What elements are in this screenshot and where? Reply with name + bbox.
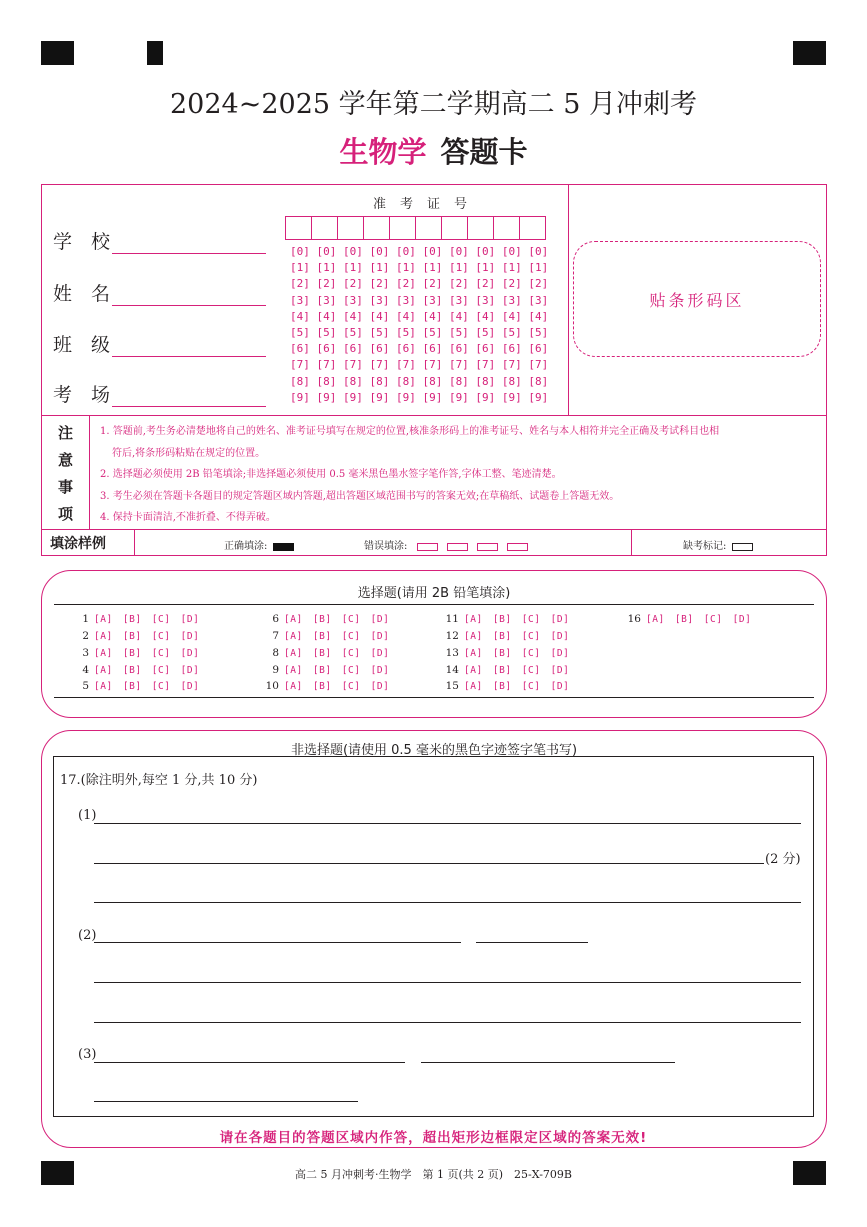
answer-line[interactable] [94, 1101, 358, 1102]
room-field[interactable] [53, 380, 266, 407]
registration-mark [793, 41, 826, 65]
filled-mark [273, 543, 294, 551]
question-17-header: 17.(除注明外,每空 1 分,共 10 分) [60, 773, 258, 788]
nonchoice-title: 非选择题(请使用 0.5 毫米的黑色字迹签字笔书写) [290, 743, 578, 758]
notice-item: 1. 答题前,考生务必清楚地将自己的姓名、准考证号填写在规定的位置,核准条形码上的准考证号、姓名与本人相符并完全正确及考试科目也相 [100, 426, 720, 437]
absent-sample[interactable]: 缺考标记: [683, 537, 753, 552]
question-15[interactable]: 15 [A] [B] [C] [D] [445, 680, 570, 692]
digit-row[interactable]: [9] [9] [9] [9] [9] [9] [9] [9] [9] [9] [290, 390, 549, 404]
correct-sample: 正确填涂: [224, 537, 294, 552]
digit-row[interactable]: [3] [3] [3] [3] [3] [3] [3] [3] [3] [3] [290, 293, 549, 307]
answer-line[interactable] [476, 942, 588, 943]
question-3[interactable]: 3 [A] [B] [C] [D] [82, 647, 200, 659]
digit-row[interactable]: [0] [0] [0] [0] [0] [0] [0] [0] [0] [0] [290, 245, 549, 258]
answer-line[interactable] [94, 863, 764, 864]
question-16[interactable]: 16 [A] [B] [C] [D] [627, 613, 752, 625]
question-4[interactable]: 4 [A] [B] [C] [D] [82, 664, 200, 676]
wrong-mark-check-icon [417, 543, 438, 551]
digit-row[interactable]: [5] [5] [5] [5] [5] [5] [5] [5] [5] [5] [290, 325, 549, 339]
question-10[interactable]: 10 [A] [B] [C] [D] [265, 680, 390, 692]
name-label: 姓 名 [53, 283, 111, 305]
choice-section [41, 570, 827, 718]
class-label: 班 级 [53, 334, 111, 356]
notice-item: 4. 保持卡面清洁,不准折叠、不得弄破。 [100, 512, 276, 523]
sample-heading: 填涂样例 [50, 536, 106, 552]
notice-item: 2. 选择题必须使用 2B 铅笔填涂;非选择题必须使用 0.5 毫米黑色墨水签字笔作答,字体工整、笔迹清楚。 [100, 469, 562, 480]
subject-label: 生物学 [339, 135, 427, 169]
choice-title: 选择题(请用 2B 铅笔填涂) [357, 586, 511, 601]
wrong-sample: 错误填涂: [364, 537, 528, 552]
answer-line[interactable] [94, 1062, 405, 1063]
answer-line[interactable] [94, 823, 801, 824]
answer-area-warning: 请在各题目的答题区域内作答，超出矩形边框限定区域的答案无效! [219, 1130, 648, 1146]
part-1-label: (1) [78, 808, 97, 823]
question-6[interactable]: 6 [A] [B] [C] [D] [272, 613, 390, 625]
answer-area[interactable] [53, 756, 814, 1117]
notice-heading: 注 意 事 项 [57, 424, 73, 523]
question-11[interactable]: 11 [A] [B] [C] [D] [445, 613, 570, 625]
info-box [41, 184, 827, 556]
part-3-label: (3) [78, 1047, 97, 1062]
digit-row[interactable]: [1] [1] [1] [1] [1] [1] [1] [1] [1] [1] [290, 261, 549, 275]
digit-row[interactable]: [6] [6] [6] [6] [6] [6] [6] [6] [6] [6] [290, 342, 549, 356]
wrong-mark-line-icon [507, 543, 528, 551]
question-1[interactable]: 1 [A] [B] [C] [D] [82, 613, 200, 625]
class-field[interactable] [53, 330, 266, 357]
question-9[interactable]: 9 [A] [B] [C] [D] [272, 664, 390, 676]
question-7[interactable]: 7 [A] [B] [C] [D] [272, 630, 390, 642]
digit-row[interactable]: [2] [2] [2] [2] [2] [2] [2] [2] [2] [2] [290, 277, 549, 291]
digit-row[interactable]: [8] [8] [8] [8] [8] [8] [8] [8] [8] [8] [290, 374, 549, 388]
digit-row[interactable]: [4] [4] [4] [4] [4] [4] [4] [4] [4] [4] [290, 309, 549, 323]
name-field[interactable] [53, 279, 266, 306]
answer-line[interactable] [94, 902, 801, 903]
wrong-mark-cross-icon [447, 543, 468, 551]
question-2[interactable]: 2 [A] [B] [C] [D] [82, 630, 200, 642]
exam-id-bubbles[interactable] [290, 245, 548, 407]
part-1-score: (2 分) [765, 852, 801, 867]
exam-id-boxes[interactable] [285, 216, 545, 240]
barcode-area: 贴条形码区 [573, 241, 821, 357]
notice-list [100, 421, 820, 529]
registration-mark [147, 41, 163, 65]
notice-item: 符后,将条形码粘贴在规定的位置。 [112, 447, 266, 459]
answer-line[interactable] [94, 982, 801, 983]
page-footer: 高二 5 月冲刺考·生物学 第 1 页(共 2 页) 25-X-709B [294, 1168, 572, 1181]
answer-line[interactable] [94, 1022, 801, 1023]
question-12[interactable]: 12 [A] [B] [C] [D] [445, 630, 570, 642]
absent-mark[interactable] [732, 543, 753, 551]
wrong-mark-circle-icon [477, 543, 498, 551]
card-label: 答题卡 [440, 135, 528, 169]
exam-id-title: 准考证号 [372, 197, 481, 212]
answer-line[interactable] [421, 1062, 675, 1063]
school-field[interactable] [53, 227, 266, 254]
page-title: 2024~2025 学年第二学期高二 5 月冲刺考 [170, 89, 697, 120]
registration-mark [41, 41, 74, 65]
question-13[interactable]: 13 [A] [B] [C] [D] [445, 647, 570, 659]
room-label: 考 场 [53, 384, 111, 406]
part-2-label: (2) [78, 928, 97, 943]
question-8[interactable]: 8 [A] [B] [C] [D] [272, 647, 390, 659]
digit-row[interactable]: [7] [7] [7] [7] [7] [7] [7] [7] [7] [7] [290, 358, 549, 372]
notice-item: 3. 考生必须在答题卡各题目的规定答题区域内答题,超出答题区域范围书写的答案无效;在草稿纸、试题卷上答题无效。 [100, 490, 620, 502]
card-title [0, 130, 867, 171]
question-5[interactable]: 5 [A] [B] [C] [D] [82, 680, 200, 692]
school-label: 学 校 [53, 231, 111, 253]
answer-line[interactable] [94, 942, 461, 943]
question-14[interactable]: 14 [A] [B] [C] [D] [445, 664, 570, 676]
